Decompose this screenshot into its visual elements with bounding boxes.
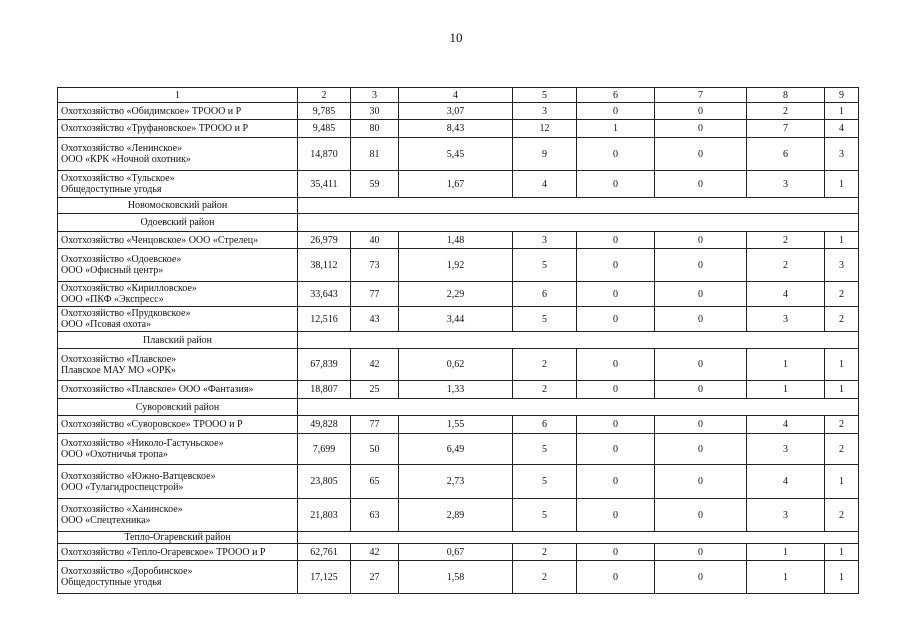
header-cell: 6 xyxy=(577,88,655,103)
value-cell-col-7: 0 xyxy=(655,349,747,381)
value-cell-col-4: 1,55 xyxy=(399,416,513,434)
value-cell-col-2: 7,699 xyxy=(298,434,351,465)
value-cell-col-5: 3 xyxy=(513,103,577,120)
value-cell-col-8: 2 xyxy=(747,249,825,282)
value-cell-col-5: 3 xyxy=(513,232,577,249)
value-cell-col-2: 18,807 xyxy=(298,381,351,399)
value-cell-col-6: 1 xyxy=(577,120,655,138)
value-cell-col-5: 9 xyxy=(513,138,577,171)
value-cell-col-6: 0 xyxy=(577,249,655,282)
value-cell-col-2: 23,805 xyxy=(298,465,351,499)
value-cell-col-8: 1 xyxy=(747,544,825,561)
value-cell-col-8: 2 xyxy=(747,232,825,249)
value-cell-col-7: 0 xyxy=(655,282,747,307)
value-cell-col-3: 27 xyxy=(351,561,399,594)
empty-merged-cell xyxy=(298,332,859,349)
value-cell-col-6: 0 xyxy=(577,349,655,381)
hunting-ground-name xyxy=(58,381,298,399)
name-line: ООО «Псовая охота» xyxy=(61,319,152,330)
value-cell-col-4: 8,43 xyxy=(399,120,513,138)
value-cell-col-3: 25 xyxy=(351,381,399,399)
table-row xyxy=(58,282,859,307)
value-cell-col-9: 1 xyxy=(825,381,859,399)
hunting-ground-name xyxy=(58,416,298,434)
district-label: Тепло-Огаревский район xyxy=(58,532,298,544)
district-row xyxy=(58,214,859,232)
value-cell-col-3: 73 xyxy=(351,249,399,282)
value-cell-col-9: 3 xyxy=(825,138,859,171)
hunting-ground-name xyxy=(58,249,298,282)
value-cell-col-5: 6 xyxy=(513,282,577,307)
value-cell-col-7: 0 xyxy=(655,561,747,594)
value-cell-col-2: 49,828 xyxy=(298,416,351,434)
value-cell-col-7: 0 xyxy=(655,171,747,198)
header-cell: 2 xyxy=(298,88,351,103)
value-cell-col-4: 0,62 xyxy=(399,349,513,381)
value-cell-col-6: 0 xyxy=(577,416,655,434)
value-cell-col-3: 81 xyxy=(351,138,399,171)
value-cell-col-7: 0 xyxy=(655,465,747,499)
value-cell-col-5: 2 xyxy=(513,381,577,399)
value-cell-col-5: 2 xyxy=(513,349,577,381)
value-cell-col-9: 1 xyxy=(825,171,859,198)
value-cell-col-3: 59 xyxy=(351,171,399,198)
name-line: Охотхозяйство «Ханинское» xyxy=(61,504,183,515)
value-cell-col-4: 3,07 xyxy=(399,103,513,120)
value-cell-col-2: 35,411 xyxy=(298,171,351,198)
value-cell-col-9: 2 xyxy=(825,416,859,434)
value-cell-col-5: 6 xyxy=(513,416,577,434)
hunting-ground-name xyxy=(58,232,298,249)
value-cell-col-4: 2,73 xyxy=(399,465,513,499)
hunting-ground-name xyxy=(58,120,298,138)
value-cell-col-2: 14,870 xyxy=(298,138,351,171)
value-cell-col-8: 7 xyxy=(747,120,825,138)
hunting-ground-name xyxy=(58,307,298,332)
name-line: ООО «Тулагидроспецстрой» xyxy=(61,481,184,493)
name-line: Охотхозяйство «Южно-Ватцевское» xyxy=(61,470,216,482)
value-cell-col-5: 5 xyxy=(513,434,577,465)
value-cell-col-6: 0 xyxy=(577,232,655,249)
empty-merged-cell xyxy=(298,532,859,544)
value-cell-col-9: 1 xyxy=(825,103,859,120)
header-cell: 4 xyxy=(399,88,513,103)
value-cell-col-3: 42 xyxy=(351,349,399,381)
value-cell-col-8: 3 xyxy=(747,171,825,198)
name-line: Охотхозяйство «Тепло-Огаревское» ТРООО и Р xyxy=(61,546,266,558)
value-cell-col-8: 4 xyxy=(747,282,825,307)
value-cell-col-7: 0 xyxy=(655,307,747,332)
value-cell-col-9: 2 xyxy=(825,282,859,307)
value-cell-col-8: 3 xyxy=(747,499,825,532)
value-cell-col-4: 1,33 xyxy=(399,381,513,399)
value-cell-col-6: 0 xyxy=(577,381,655,399)
value-cell-col-7: 0 xyxy=(655,232,747,249)
table-row xyxy=(58,465,859,499)
district-label: Суворовский район xyxy=(58,399,298,416)
name-line: Охотхозяйство «Ленинское» xyxy=(61,143,183,154)
hunting-ground-name xyxy=(58,171,298,198)
value-cell-col-6: 0 xyxy=(577,465,655,499)
table-row xyxy=(58,349,859,381)
value-cell-col-9: 2 xyxy=(825,434,859,465)
value-cell-col-8: 1 xyxy=(747,561,825,594)
name-line: Общедоступные угодья xyxy=(61,577,162,588)
value-cell-col-6: 0 xyxy=(577,282,655,307)
value-cell-col-4: 6,49 xyxy=(399,434,513,465)
value-cell-col-7: 0 xyxy=(655,544,747,561)
value-cell-col-3: 42 xyxy=(351,544,399,561)
value-cell-col-5: 5 xyxy=(513,465,577,499)
name-line: Охотхозяйство «Суворовское» ТРООО и Р xyxy=(61,419,243,430)
value-cell-col-7: 0 xyxy=(655,249,747,282)
hunting-grounds-table xyxy=(57,87,859,594)
value-cell-col-6: 0 xyxy=(577,171,655,198)
table-row xyxy=(58,171,859,198)
value-cell-col-4: 0,67 xyxy=(399,544,513,561)
value-cell-col-9: 1 xyxy=(825,465,859,499)
value-cell-col-4: 3,44 xyxy=(399,307,513,332)
value-cell-col-3: 77 xyxy=(351,282,399,307)
value-cell-col-9: 1 xyxy=(825,232,859,249)
header-cell: 5 xyxy=(513,88,577,103)
value-cell-col-2: 17,125 xyxy=(298,561,351,594)
name-line: ООО «ПКФ «Экспресс» xyxy=(61,294,164,305)
header-cell: 3 xyxy=(351,88,399,103)
value-cell-col-9: 1 xyxy=(825,349,859,381)
district-row xyxy=(58,532,859,544)
hunting-ground-name xyxy=(58,349,298,381)
value-cell-col-5: 5 xyxy=(513,499,577,532)
value-cell-col-9: 2 xyxy=(825,499,859,532)
value-cell-col-3: 30 xyxy=(351,103,399,120)
table-row xyxy=(58,249,859,282)
value-cell-col-8: 1 xyxy=(747,381,825,399)
name-line: Плавское МАУ МО «ОРК» xyxy=(61,364,177,376)
district-row xyxy=(58,198,859,214)
value-cell-col-5: 2 xyxy=(513,561,577,594)
value-cell-col-6: 0 xyxy=(577,561,655,594)
name-line: Охотхозяйство «Одоевское» xyxy=(61,254,182,265)
table-row xyxy=(58,416,859,434)
value-cell-col-5: 2 xyxy=(513,544,577,561)
name-line: Охотхозяйство «Прудковское» xyxy=(61,308,191,319)
value-cell-col-4: 1,92 xyxy=(399,249,513,282)
name-line: Охотхозяйство «Кирилловское» xyxy=(61,283,197,294)
value-cell-col-4: 2,89 xyxy=(399,499,513,532)
value-cell-col-3: 63 xyxy=(351,499,399,532)
value-cell-col-3: 43 xyxy=(351,307,399,332)
value-cell-col-9: 1 xyxy=(825,544,859,561)
value-cell-col-7: 0 xyxy=(655,416,747,434)
value-cell-col-2: 26,979 xyxy=(298,232,351,249)
name-line: Охотхозяйство «Плавское» xyxy=(61,353,177,365)
name-line: Охотхозяйство «Труфановское» ТРООО и Р xyxy=(61,123,249,134)
hunting-ground-name xyxy=(58,544,298,561)
name-line: Охотхозяйство «Доробинское» xyxy=(61,566,193,577)
value-cell-col-9: 2 xyxy=(825,307,859,332)
value-cell-col-8: 1 xyxy=(747,349,825,381)
name-line: Охотхозяйство «Николо-Гастуньское» xyxy=(61,438,224,449)
header-cell: 7 xyxy=(655,88,747,103)
name-line: Охотхозяйство «Плавское» ООО «Фантазия» xyxy=(61,384,254,395)
value-cell-col-5: 5 xyxy=(513,249,577,282)
name-line: Охотхозяйство «Обидимское» ТРООО и Р xyxy=(61,105,242,117)
value-cell-col-8: 3 xyxy=(747,307,825,332)
hunting-ground-name xyxy=(58,465,298,499)
value-cell-col-9: 4 xyxy=(825,120,859,138)
value-cell-col-7: 0 xyxy=(655,138,747,171)
value-cell-col-6: 0 xyxy=(577,544,655,561)
header-cell: 1 xyxy=(58,88,298,103)
name-line: ООО «Спецтехника» xyxy=(61,515,151,526)
value-cell-col-7: 0 xyxy=(655,434,747,465)
value-cell-col-3: 50 xyxy=(351,434,399,465)
hunting-ground-name xyxy=(58,434,298,465)
value-cell-col-8: 3 xyxy=(747,434,825,465)
table-row xyxy=(58,434,859,465)
value-cell-col-3: 40 xyxy=(351,232,399,249)
value-cell-col-4: 1,67 xyxy=(399,171,513,198)
value-cell-col-9: 3 xyxy=(825,249,859,282)
value-cell-col-5: 5 xyxy=(513,307,577,332)
district-row xyxy=(58,399,859,416)
header-cell: 8 xyxy=(747,88,825,103)
table-row xyxy=(58,138,859,171)
table-row xyxy=(58,381,859,399)
district-label: Новомосковский район xyxy=(58,198,298,214)
value-cell-col-8: 2 xyxy=(747,103,825,120)
value-cell-col-7: 0 xyxy=(655,120,747,138)
name-line: Охотхозяйство «Ченцовское» ООО «Стрелец» xyxy=(61,234,259,246)
value-cell-col-2: 9,785 xyxy=(298,103,351,120)
value-cell-col-2: 67,839 xyxy=(298,349,351,381)
empty-merged-cell xyxy=(298,198,859,214)
value-cell-col-7: 0 xyxy=(655,103,747,120)
page-number: 10 xyxy=(449,30,463,45)
hunting-ground-name xyxy=(58,138,298,171)
header-row xyxy=(58,88,859,103)
name-line: Общедоступные угодья xyxy=(61,184,162,195)
name-line: Охотхозяйство «Тульское» xyxy=(61,173,175,184)
value-cell-col-8: 6 xyxy=(747,138,825,171)
value-cell-col-6: 0 xyxy=(577,103,655,120)
value-cell-col-2: 38,112 xyxy=(298,249,351,282)
value-cell-col-2: 12,516 xyxy=(298,307,351,332)
value-cell-col-6: 0 xyxy=(577,434,655,465)
value-cell-col-6: 0 xyxy=(577,499,655,532)
table-row xyxy=(58,232,859,249)
value-cell-col-5: 12 xyxy=(513,120,577,138)
value-cell-col-5: 4 xyxy=(513,171,577,198)
name-line: ООО «Охотничья тропа» xyxy=(61,449,168,460)
value-cell-col-4: 1,48 xyxy=(399,232,513,249)
header-cell: 9 xyxy=(825,88,859,103)
district-row xyxy=(58,332,859,349)
value-cell-col-4: 2,29 xyxy=(399,282,513,307)
value-cell-col-7: 0 xyxy=(655,381,747,399)
empty-merged-cell xyxy=(298,399,859,416)
table-row xyxy=(58,103,859,120)
value-cell-col-3: 65 xyxy=(351,465,399,499)
table-row xyxy=(58,499,859,532)
value-cell-col-4: 1,58 xyxy=(399,561,513,594)
hunting-ground-name xyxy=(58,103,298,120)
district-label: Плавский район xyxy=(58,332,298,349)
value-cell-col-8: 4 xyxy=(747,416,825,434)
value-cell-col-8: 4 xyxy=(747,465,825,499)
value-cell-col-2: 9,485 xyxy=(298,120,351,138)
table-row xyxy=(58,120,859,138)
value-cell-col-2: 21,803 xyxy=(298,499,351,532)
value-cell-col-3: 77 xyxy=(351,416,399,434)
table-row xyxy=(58,307,859,332)
table-row xyxy=(58,561,859,594)
value-cell-col-2: 62,761 xyxy=(298,544,351,561)
hunting-ground-name xyxy=(58,282,298,307)
value-cell-col-2: 33,643 xyxy=(298,282,351,307)
name-line: ООО «КРК «Ночной охотник» xyxy=(61,154,191,165)
value-cell-col-6: 0 xyxy=(577,138,655,171)
value-cell-col-3: 80 xyxy=(351,120,399,138)
table-row xyxy=(58,544,859,561)
empty-merged-cell xyxy=(298,214,859,232)
value-cell-col-9: 1 xyxy=(825,561,859,594)
value-cell-col-6: 0 xyxy=(577,307,655,332)
name-line: ООО «Офисный центр» xyxy=(61,265,164,276)
value-cell-col-7: 0 xyxy=(655,499,747,532)
hunting-ground-name xyxy=(58,499,298,532)
hunting-ground-name xyxy=(58,561,298,594)
district-label: Одоевский район xyxy=(58,214,298,232)
value-cell-col-4: 5,45 xyxy=(399,138,513,171)
